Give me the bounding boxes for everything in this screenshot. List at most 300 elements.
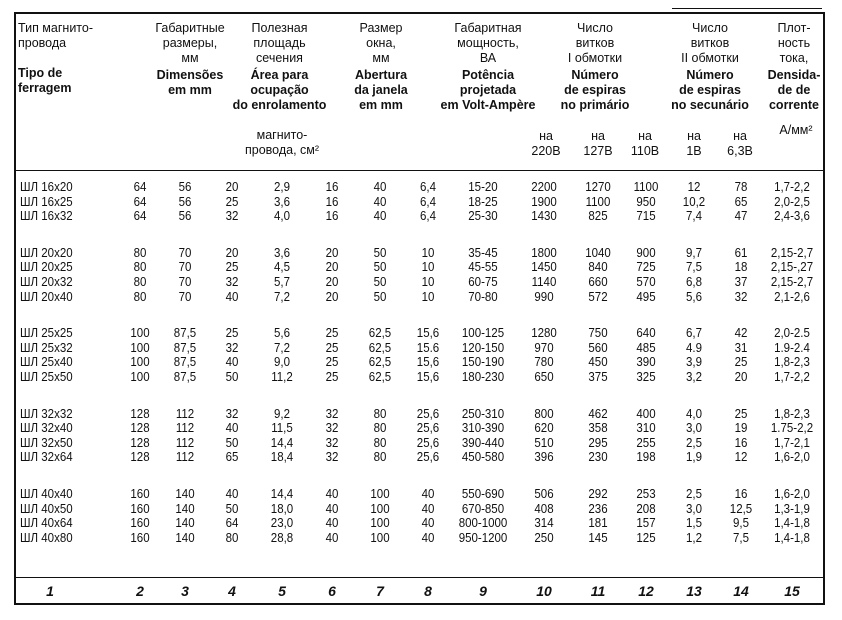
table-cell: ШЛ 20x32: [20, 275, 73, 289]
table-cell: 462: [588, 406, 608, 421]
table-cell: ШЛ 40x40: [20, 487, 73, 501]
table-cell: 70-80: [468, 289, 498, 304]
table-cell: ШЛ 20x25: [20, 260, 73, 275]
table-cell: 3,9: [685, 355, 702, 370]
table-cell: 40: [225, 289, 239, 304]
table-cell: 6,8: [685, 275, 702, 289]
header-pt-text: Área para ocupação do enrolamento: [232, 68, 327, 112]
table-cell: 12: [734, 450, 748, 465]
table-cell: 56: [178, 194, 192, 209]
table-cell: 25,6: [416, 435, 440, 450]
table-cell: 70: [178, 260, 192, 275]
table-cell: 62,5: [368, 355, 392, 370]
table-cell: 25: [225, 194, 239, 209]
table-cell: 56: [178, 209, 192, 224]
table-cell: 181: [588, 516, 608, 531]
table-cell: 125: [636, 530, 656, 545]
table-cell: 2,15-,27: [770, 260, 814, 275]
table-cell: 255: [636, 435, 656, 450]
table-row: [16, 502, 824, 516]
table-cell: 25: [225, 326, 239, 341]
table-cell: 2,1-2,6: [774, 289, 810, 304]
table-cell: 25,6: [416, 421, 440, 436]
table-cell: 990: [534, 289, 554, 304]
table-cell: 450: [588, 355, 608, 370]
table-cell: ШЛ 25x40: [20, 355, 73, 370]
table-cell: 7,2: [273, 340, 290, 355]
table-cell: 64: [133, 194, 147, 209]
table-cell: 1100: [633, 180, 659, 194]
table-cell: 1,5: [685, 516, 702, 531]
table-cell: 160: [130, 501, 150, 516]
table-cell: 15,6: [416, 355, 440, 370]
table-cell: 80: [373, 421, 387, 436]
table-cell: 20: [225, 245, 239, 260]
table-cell: 250: [534, 530, 554, 545]
table-cell: 3,0: [685, 421, 702, 436]
table-cell: 20: [734, 370, 748, 384]
table-cell: 128: [130, 435, 150, 450]
subheader-voltage: на 220В: [531, 129, 561, 158]
column-number: 10: [536, 583, 552, 599]
table-cell: 310: [636, 421, 656, 436]
table-cell: 6,4: [419, 209, 436, 224]
table-cell: 715: [636, 209, 656, 224]
table-cell: ШЛ 20x40: [20, 289, 73, 304]
table-cell: 87,5: [173, 370, 197, 384]
table-cell: 87,5: [173, 340, 197, 355]
table-cell: 620: [534, 421, 554, 436]
header-ru-text: Габаритные размеры, мм: [155, 21, 225, 65]
table-cell: 112: [175, 435, 195, 450]
column-number: 8: [424, 583, 432, 599]
table-cell: 10: [421, 275, 435, 289]
table-cell: 1270: [585, 180, 611, 194]
table-cell: 4,0: [273, 209, 290, 224]
table-cell: 80: [133, 260, 147, 275]
table-row: [16, 275, 824, 289]
table-cell: 19: [734, 421, 748, 436]
table-cell: 87,5: [173, 326, 197, 341]
table-cell: 1430: [531, 209, 557, 224]
table-cell: 2,5: [685, 487, 702, 501]
table-cell: 5,7: [273, 275, 290, 289]
table-cell: 40: [421, 487, 435, 501]
table-cell: 100: [130, 340, 150, 355]
table-cell: 2,5: [685, 435, 702, 450]
table-cell: 4,5: [273, 260, 290, 275]
table-cell: 40: [373, 209, 387, 224]
table-cell: 32: [325, 450, 339, 465]
table-cell: 18: [734, 260, 748, 275]
table-cell: 140: [175, 516, 195, 531]
table-cell: 800: [534, 406, 554, 421]
table-cell: 800-1000: [458, 516, 508, 531]
table-cell: 70: [178, 245, 192, 260]
table-cell: 640: [636, 326, 656, 341]
table-cell: 10: [421, 245, 435, 260]
table-cell: 9,2: [273, 406, 290, 421]
table-cell: 1,6-2,0: [774, 450, 810, 465]
header-separator: [14, 170, 825, 171]
table-row: [16, 531, 824, 545]
table-cell: 236: [588, 501, 608, 516]
table-cell: 112: [175, 406, 195, 421]
table-cell: 80: [133, 289, 147, 304]
table-row: [16, 290, 824, 304]
table-cell: 1900: [531, 194, 557, 209]
table-cell: 11,5: [271, 421, 293, 436]
table-cell: 160: [130, 530, 150, 545]
header-ru-text: А/мм²: [779, 123, 813, 137]
table-cell: ШЛ 25x32: [20, 340, 73, 355]
table-cell: 2,15-2,7: [770, 245, 814, 260]
table-cell: 70: [178, 289, 192, 304]
table-cell: 310-390: [461, 421, 505, 436]
top-decor-line: [672, 8, 822, 9]
table-cell: 40: [421, 530, 435, 545]
table-cell: 840: [588, 260, 608, 275]
table-cell: 10: [421, 260, 435, 275]
table-cell: 100: [130, 370, 150, 384]
table-cell: 25: [325, 326, 339, 341]
column-header-2: [140, 21, 240, 98]
table-cell: 32: [225, 340, 239, 355]
table-cell: 9,7: [685, 245, 702, 260]
table-cell: ШЛ 32x40: [20, 421, 73, 436]
table-cell: 62,5: [368, 340, 392, 355]
table-cell: 18,4: [270, 450, 294, 465]
table-cell: 112: [175, 421, 195, 436]
table-cell: 140: [175, 487, 195, 501]
table-cell: 750: [588, 326, 608, 341]
table-cell: 50: [373, 275, 387, 289]
table-cell: 50: [225, 501, 239, 516]
table-cell: 314: [534, 516, 554, 531]
table-cell: 32: [325, 406, 339, 421]
table-cell: 100: [130, 355, 150, 370]
table-cell: 390-440: [461, 435, 505, 450]
table-cell: 18,0: [270, 501, 294, 516]
table-cell: 128: [130, 450, 150, 465]
table-cell: 160: [130, 487, 150, 501]
table-cell: 28,8: [270, 530, 294, 545]
table-cell: 25: [325, 370, 339, 384]
table-row: [16, 260, 824, 274]
table-cell: 100: [370, 530, 390, 545]
table-cell: 140: [175, 501, 195, 516]
table-cell: 12,5: [729, 501, 753, 516]
table-cell: 660: [588, 275, 608, 289]
header-ru-text: Тип магнито- провода: [18, 21, 93, 50]
table-cell: 15.6: [416, 340, 440, 355]
table-row: [16, 326, 824, 340]
table-cell: ШЛ 40x80: [20, 530, 73, 545]
column-number: 3: [181, 583, 189, 599]
table-cell: 112: [175, 450, 195, 465]
table-cell: 61: [734, 245, 748, 260]
column-header-9: [762, 21, 826, 113]
column-number: 7: [376, 583, 384, 599]
table-cell: 20: [325, 260, 339, 275]
table-cell: 1.75-2,2: [770, 421, 814, 436]
table-cell: 250-310: [461, 406, 505, 421]
table-cell: 180-230: [461, 370, 505, 384]
table-cell: 1280: [531, 326, 557, 341]
table-cell: 1,9: [685, 450, 702, 465]
table-cell: 62,5: [368, 326, 392, 341]
column-number: 2: [136, 583, 144, 599]
table-cell: 20: [325, 289, 339, 304]
table-cell: 15,6: [416, 326, 440, 341]
table-cell: 10,2: [682, 194, 706, 209]
table-cell: 1450: [531, 260, 557, 275]
table-cell: 32: [225, 275, 239, 289]
table-cell: 62,5: [368, 370, 392, 384]
table-cell: 25,6: [416, 450, 440, 465]
table-cell: 100: [130, 326, 150, 341]
table-cell: 2,0-2.5: [774, 326, 810, 341]
table-cell: 32: [225, 406, 239, 421]
header-ru-text: Полезная площадь сечения: [251, 21, 308, 65]
table-cell: 1,6-2,0: [774, 487, 810, 501]
table-row: [16, 516, 824, 530]
table-cell: 15,6: [416, 370, 440, 384]
table-cell: ШЛ 16x25: [20, 194, 73, 209]
table-cell: 25-30: [468, 209, 498, 224]
table-cell: 7,2: [273, 289, 290, 304]
table-cell: ШЛ 16x32: [20, 209, 73, 224]
table-cell: 2200: [531, 180, 557, 194]
header-pt-text: Abertura da janela em mm: [354, 68, 408, 112]
table-cell: 40: [225, 487, 239, 501]
table-cell: 400: [636, 406, 656, 421]
table-cell: 20: [325, 245, 339, 260]
table-cell: 1,8-2,3: [774, 355, 810, 370]
table-cell: 1,2: [685, 530, 702, 545]
table-cell: 570: [636, 275, 656, 289]
table-cell: ШЛ 32x64: [20, 450, 73, 465]
header-ru-text: Габаритная мощность, ВА: [454, 21, 522, 65]
subheader-voltage: на 110В: [630, 129, 660, 158]
table-cell: 2,9: [273, 180, 290, 194]
table-cell: 32: [325, 435, 339, 450]
subheader-voltage: на 1В: [686, 129, 702, 158]
table-cell: 157: [636, 516, 656, 531]
table-cell: 80: [225, 530, 239, 545]
column-number: 4: [228, 583, 236, 599]
table-cell: 65: [225, 450, 239, 465]
header-ru-text: Число витков I обмотки: [567, 21, 623, 65]
table-cell: 80: [373, 435, 387, 450]
table-row: [16, 209, 824, 223]
table-cell: ШЛ 25x50: [20, 370, 73, 384]
table-cell: 50: [373, 289, 387, 304]
column-number: 14: [733, 583, 749, 599]
column-header-1: [18, 21, 118, 96]
column-header-7: [545, 21, 645, 113]
table-cell: 2,4-3,6: [774, 209, 810, 224]
table-cell: 1,7-2,2: [774, 180, 810, 194]
table-cell: 950: [636, 194, 656, 209]
table-cell: 15-20: [468, 180, 498, 194]
table-cell: 14,4: [270, 487, 294, 501]
table-cell: 253: [636, 487, 656, 501]
table-cell: 40: [225, 421, 239, 436]
table-cell: 198: [636, 450, 656, 465]
table-cell: 495: [636, 289, 656, 304]
table-cell: 160: [130, 516, 150, 531]
table-cell: 230: [588, 450, 608, 465]
table-cell: 506: [534, 487, 554, 501]
table-cell: 325: [636, 370, 656, 384]
table-cell: 56: [178, 180, 192, 194]
table-cell: 450-580: [461, 450, 505, 465]
table-cell: 40: [421, 501, 435, 516]
column-header-10: [764, 123, 828, 138]
table-cell: 40: [325, 516, 339, 531]
table-cell: 18-25: [468, 194, 498, 209]
table-cell: 64: [225, 516, 239, 531]
table-cell: 100-125: [461, 326, 505, 341]
column-number: 9: [479, 583, 487, 599]
header-ru-text: магнито- провода, см²: [244, 128, 320, 157]
table-cell: 78: [734, 180, 748, 194]
table-cell: 20: [225, 180, 239, 194]
column-number: 12: [638, 583, 654, 599]
table-cell: 128: [130, 406, 150, 421]
table-cell: 40: [373, 180, 387, 194]
table-cell: 80: [373, 406, 387, 421]
table-cell: 725: [636, 260, 656, 275]
table-cell: 37: [734, 275, 748, 289]
table-cell: 1100: [585, 194, 611, 209]
table-cell: 9,5: [732, 516, 749, 531]
table-row: [16, 407, 824, 421]
table-row: [16, 341, 824, 355]
table-cell: 16: [325, 194, 339, 209]
table-cell: 1140: [531, 275, 557, 289]
column-number: 13: [686, 583, 702, 599]
table-cell: 900: [636, 245, 656, 260]
table-cell: 87,5: [173, 355, 197, 370]
column-header-4: [237, 128, 327, 158]
table-cell: 4,0: [685, 406, 702, 421]
table-cell: 25: [734, 406, 748, 421]
header-pt-text: Potência projetada em Volt-Ampère: [440, 68, 536, 112]
table-cell: 31: [734, 340, 748, 355]
table-cell: 140: [175, 530, 195, 545]
table-cell: 7,5: [685, 260, 702, 275]
column-header-5: [336, 21, 426, 113]
table-cell: 32: [325, 421, 339, 436]
table-cell: 358: [588, 421, 608, 436]
table-cell: 70: [178, 275, 192, 289]
table-cell: 40: [325, 501, 339, 516]
table-cell: 390: [636, 355, 656, 370]
table-row: [16, 355, 824, 369]
table-cell: 1,4-1,8: [774, 530, 810, 545]
table-cell: 1.9-2.4: [774, 340, 810, 355]
table-cell: ШЛ 40x50: [20, 501, 73, 516]
table-cell: ШЛ 20x20: [20, 245, 73, 260]
table-cell: 1,4-1,8: [774, 516, 810, 531]
table-cell: 120-150: [461, 340, 505, 355]
table-cell: 780: [534, 355, 554, 370]
table-cell: 100: [370, 516, 390, 531]
table-cell: 485: [636, 340, 656, 355]
table-row: [16, 436, 824, 450]
table-cell: 292: [588, 487, 608, 501]
subheader-voltage: на 6,3В: [727, 129, 753, 158]
table-cell: 1,3-1,9: [774, 501, 810, 516]
table-cell: ШЛ 32x32: [20, 406, 73, 421]
table-cell: 208: [636, 501, 656, 516]
table-cell: 80: [133, 245, 147, 260]
table-cell: 3,6: [273, 194, 290, 209]
header-pt-text: Número de espiras no secunário: [671, 68, 749, 112]
table-cell: 1,8-2,3: [774, 406, 810, 421]
table-cell: 3,6: [273, 245, 290, 260]
table-cell: 5,6: [685, 289, 702, 304]
table-cell: 25: [325, 340, 339, 355]
table-cell: 150-190: [461, 355, 505, 370]
column-number: 1: [46, 583, 54, 599]
column-header-3: [227, 21, 332, 113]
table-cell: 64: [133, 209, 147, 224]
header-pt-text: Tipo de ferragem: [18, 66, 72, 95]
table-cell: 550-690: [461, 487, 505, 501]
table-cell: ШЛ 40x64: [20, 516, 73, 531]
table-cell: ШЛ 25x25: [20, 326, 73, 341]
table-cell: 64: [133, 180, 147, 194]
table-cell: 12: [687, 180, 701, 194]
table-cell: 128: [130, 421, 150, 436]
table-cell: 7,5: [732, 530, 749, 545]
table-cell: 40: [325, 487, 339, 501]
table-cell: 80: [133, 275, 147, 289]
table-cell: 670-850: [461, 501, 505, 516]
column-number: 5: [278, 583, 286, 599]
header-pt-text: Número de espiras no primário: [560, 68, 630, 112]
table-cell: 295: [588, 435, 608, 450]
table-cell: 6,4: [419, 194, 436, 209]
header-pt-text: Densida- de de corrente: [767, 68, 821, 112]
column-number: 11: [590, 583, 606, 599]
header-pt-text: Dimensões em mm: [156, 68, 224, 97]
table-cell: 14,4: [270, 435, 294, 450]
table-cell: 16: [734, 487, 748, 501]
table-cell: 1800: [531, 245, 557, 260]
table-cell: 50: [225, 370, 239, 384]
table-cell: 5,6: [273, 326, 290, 341]
header-ru-text: Размер окна, мм: [359, 21, 403, 65]
column-header-6: [428, 21, 548, 113]
table-cell: 145: [588, 530, 608, 545]
table-row: [16, 246, 824, 260]
table-cell: 32: [734, 289, 748, 304]
table-cell: 25: [225, 260, 239, 275]
table-cell: 375: [588, 370, 608, 384]
table-row: [16, 487, 824, 501]
table-cell: 45-55: [468, 260, 498, 275]
table-row: [16, 450, 824, 464]
table-cell: 50: [225, 435, 239, 450]
table-cell: 40: [373, 194, 387, 209]
table-cell: 10: [421, 289, 435, 304]
table-cell: 825: [588, 209, 608, 224]
table-cell: 47: [734, 209, 748, 224]
